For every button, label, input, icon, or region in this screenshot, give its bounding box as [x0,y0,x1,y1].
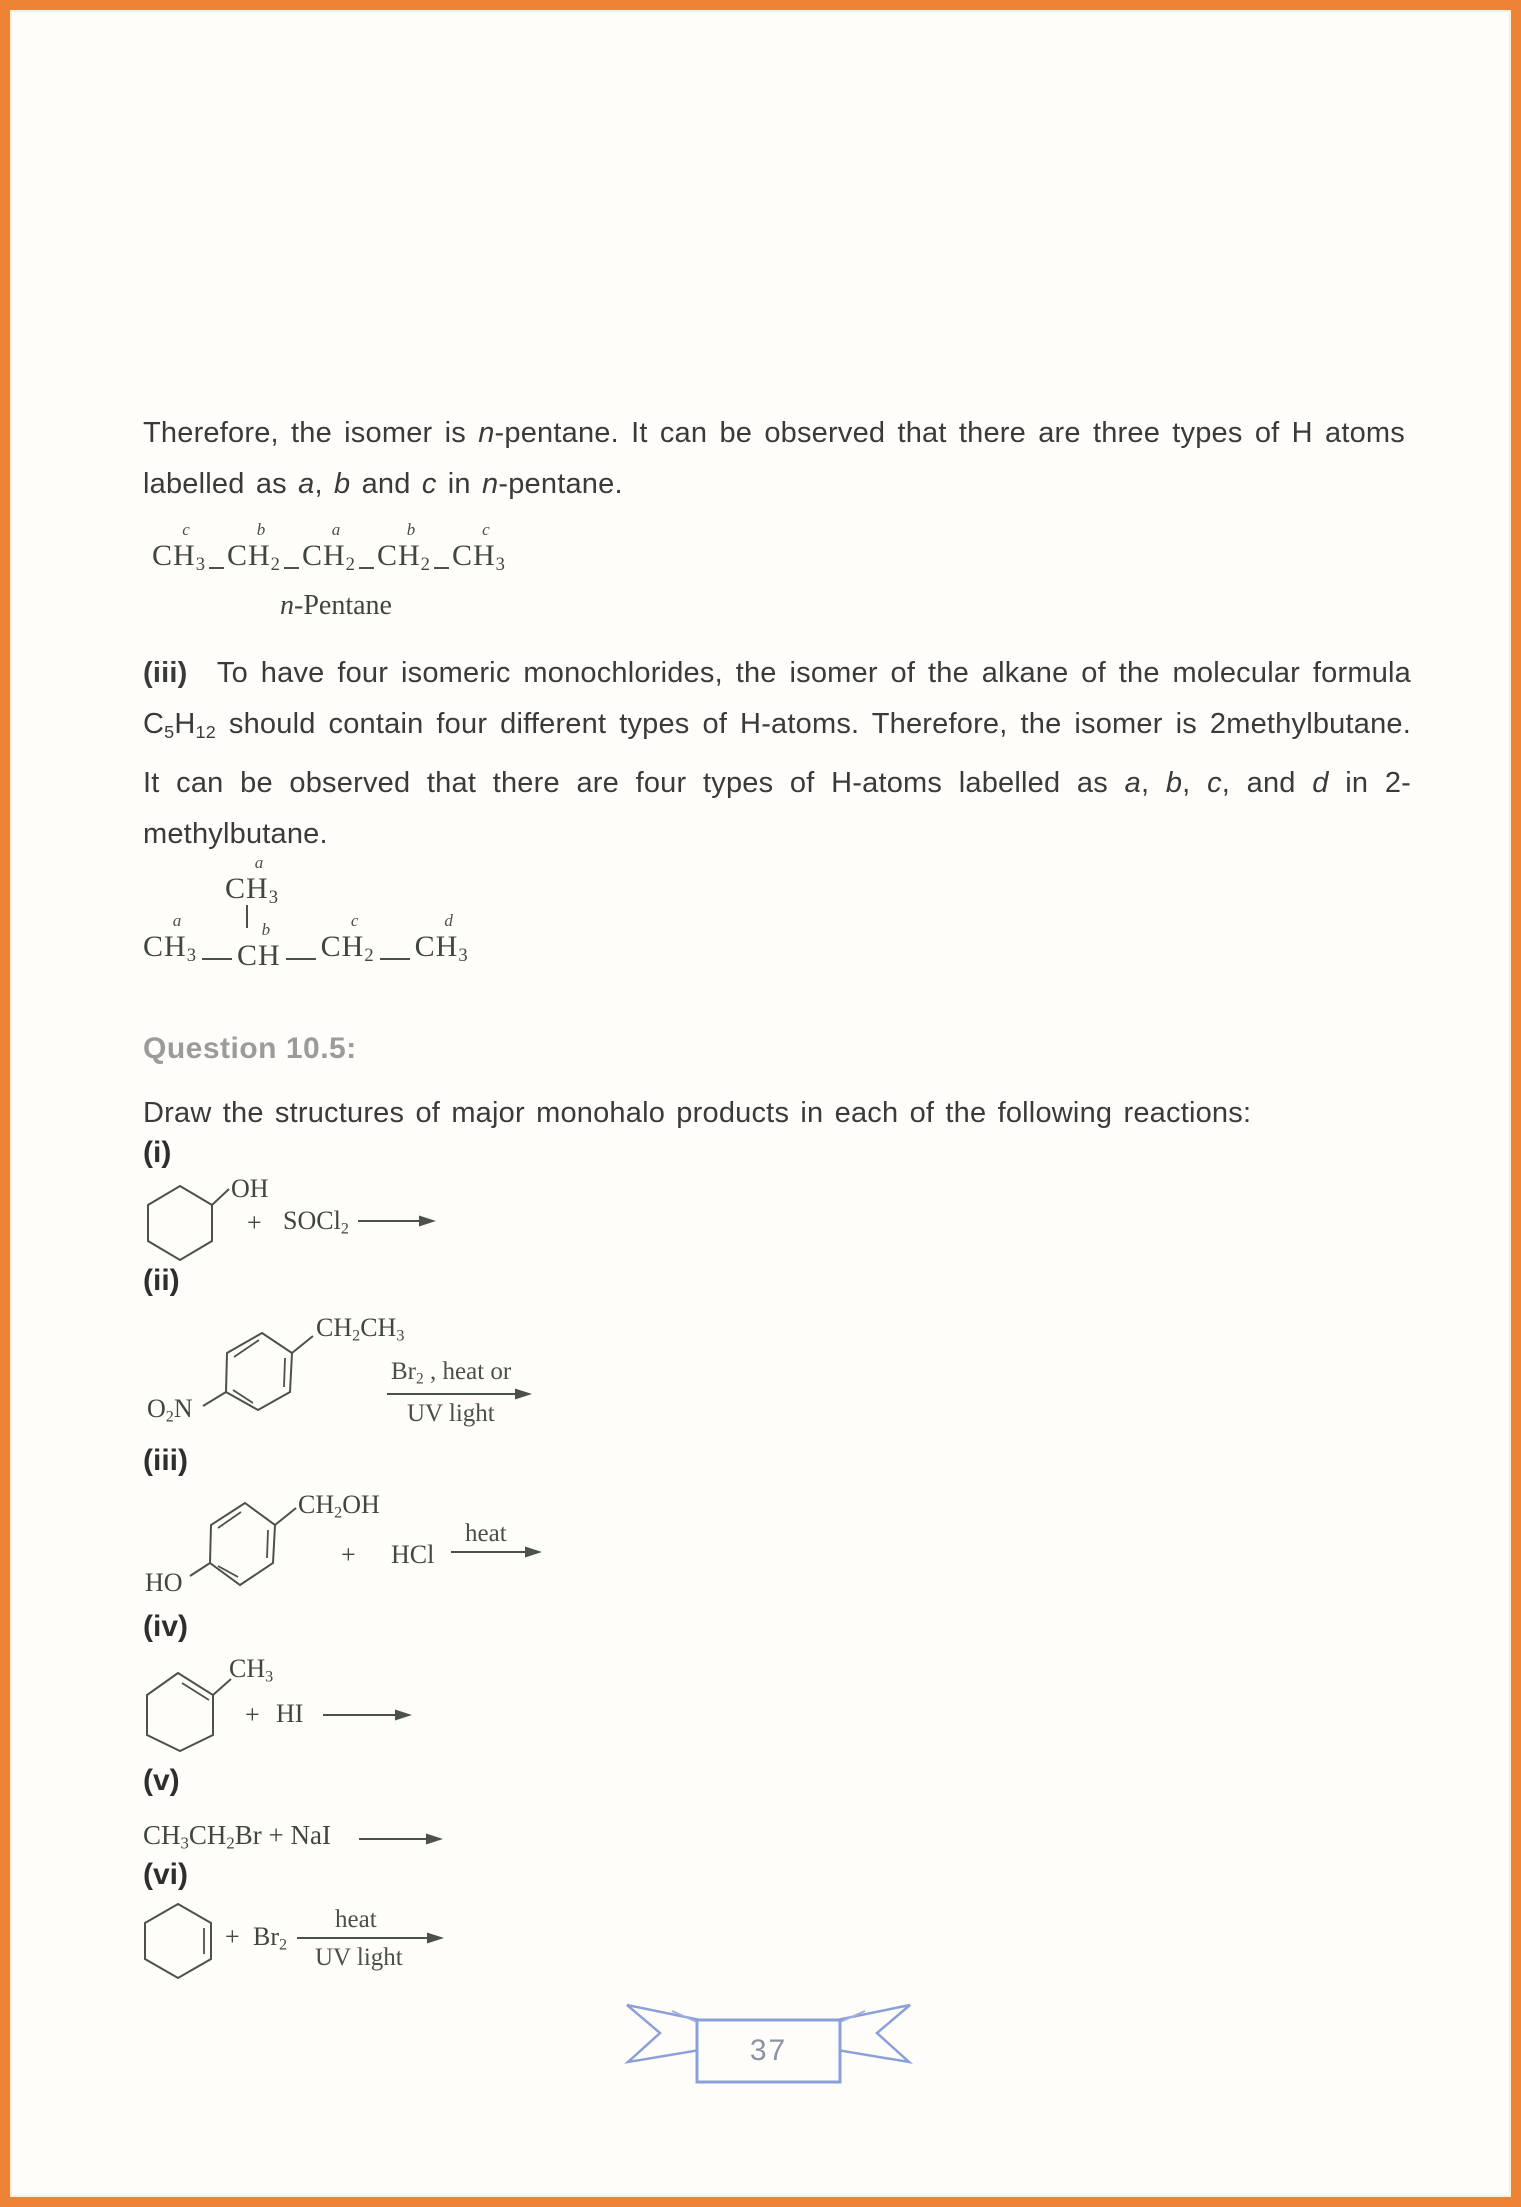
bond [209,567,224,569]
chain-group [415,913,469,972]
hydroxyl-bond [212,1189,229,1205]
reaction-arrow-icon [323,1710,412,1721]
reaction-arrow-icon [358,1216,436,1227]
benzene-ring [226,1333,292,1410]
bond [202,958,232,960]
cyclohexene-ring [145,1904,211,1978]
chain-group [377,522,431,581]
reaction-ii-label: (ii) [143,1264,180,1297]
h-type-label: c [482,520,490,539]
cyclohexane-ring [148,1186,212,1260]
npentane-structure [152,522,506,622]
methyl-label: CH3 [229,1654,274,1686]
arrow-drawing [353,1816,673,1864]
group-formula: CH2 [226,539,281,576]
h-type-label: d [444,911,453,930]
plus-sign: + [341,1540,356,1569]
ribbon-right-wing [837,2005,910,2062]
methyl-branch [225,855,279,914]
nitro-label: O2N [147,1394,193,1426]
reaction-vi [143,1896,633,2021]
reaction-vi-label: (vi) [143,1858,188,1891]
reaction-v [143,1816,623,1864]
bond [359,567,374,569]
reaction-iii-label: (iii) [143,1444,188,1477]
h-type-label: b [406,520,416,539]
bond [284,567,299,569]
hydroxymethyl-label: CH2OH [298,1490,380,1522]
reaction-i [143,1176,583,1288]
hydroxymethyl-bond [275,1508,296,1525]
h-type-label: a [172,911,182,930]
reaction-arrow-icon [359,1834,443,1845]
reaction-iii [143,1490,783,1640]
cyclohexanol-drawing [143,1176,583,1288]
h-type-label: a [254,853,264,872]
benzene-ring [210,1503,275,1585]
arrow-condition-above: heat [465,1520,507,1547]
double-bond [218,1512,241,1528]
reagent-label: HI [276,1699,304,1728]
chain-group [321,913,375,972]
reaction-i-label: (i) [143,1136,172,1169]
page-number-ribbon [610,1998,930,2128]
h-type-label: a [331,520,341,539]
nitro-bond [203,1392,226,1406]
arrow-condition-below: UV light [315,1944,403,1971]
structure-caption: n-Pentane [280,590,392,622]
reagent-label: SOCl2 [283,1206,349,1238]
arrow-condition-above: heat [335,1906,377,1933]
chain-group [143,913,197,972]
bond [434,567,449,569]
reaction-iv [143,1654,613,1798]
arrow-condition-above: Br2 , heat or [391,1358,512,1388]
plus-sign: + [225,1922,240,1951]
bond [286,958,316,960]
chain-group [227,522,281,581]
h-type-label: c [350,911,359,930]
chain-group [302,522,356,581]
group-formula: CH2 [320,930,375,967]
methylcyclohexene-drawing [143,1658,613,1798]
double-bond [182,1683,209,1700]
reaction-iv-label: (iv) [143,1610,188,1643]
hydroxyl-label: HO [145,1568,183,1597]
bond [380,958,410,960]
ethyl-label: CH2CH3 [316,1313,405,1345]
ethyl-bond [292,1336,313,1353]
group-formula: CH3 [225,872,279,909]
plus-sign: + [245,1700,260,1729]
page-number: 37 [749,2034,788,2067]
question-prompt: Draw the structures of major monohalo products in each of the following reactions: [143,1097,1252,1129]
reaction-formula: CH3CH2Br + NaI [143,1820,331,1853]
reaction-ii [143,1310,783,1465]
double-bond [284,1358,285,1387]
reagent-label: HCl [391,1540,435,1569]
paragraph-2methylbutane: (iii) To have four isomeric monochlorides, the isomer of the alkane of the molecular formula C5H12 should contain four different types of H-atoms. Therefore, the isomer is 2methylbutane. It can be observed that there are four types of H-atoms labelled as a, b, c, and d in 2-methylbutane. [143,657,1412,851]
methylbutane-structure [143,855,483,973]
group-formula: CH3 [451,539,506,576]
ribbon-left-wing [627,2005,700,2062]
h-type-label: c [182,520,190,539]
question-title: Question 10.5: [143,1032,357,1065]
reagent-label: Br2 [253,1922,288,1954]
methylbutane-chain [143,913,469,972]
h-type-label: b [261,920,271,940]
paragraph-npentane: Therefore, the isomer is n-pentane. It can be observed that there are three types of H atoms labelled as a, b and c in n-pentane. [143,417,1405,500]
group-formula: CH [236,939,281,973]
h-type-label: b [256,520,266,539]
group-formula: CH2 [376,539,431,576]
hydroxyl-bond [190,1563,210,1576]
double-bond [267,1530,268,1558]
chain-group [452,522,506,581]
reaction-v-label: (v) [143,1764,180,1797]
plus-sign: + [247,1208,262,1237]
group-formula: CH3 [152,539,206,576]
reaction-arrow-icon [387,1389,532,1400]
hydroxybenzyl-alcohol-drawing [143,1490,783,1640]
hydroxyl-label: OH [231,1174,269,1203]
chain-group [237,922,281,972]
group-formula: CH3 [414,930,469,967]
group-formula: CH2 [301,539,356,576]
cyclohexene-ring [147,1673,213,1751]
chain-group [152,522,206,581]
npentane-chain [152,522,506,581]
arrow-condition-below: UV light [407,1400,495,1427]
group-formula: CH3 [143,930,197,967]
